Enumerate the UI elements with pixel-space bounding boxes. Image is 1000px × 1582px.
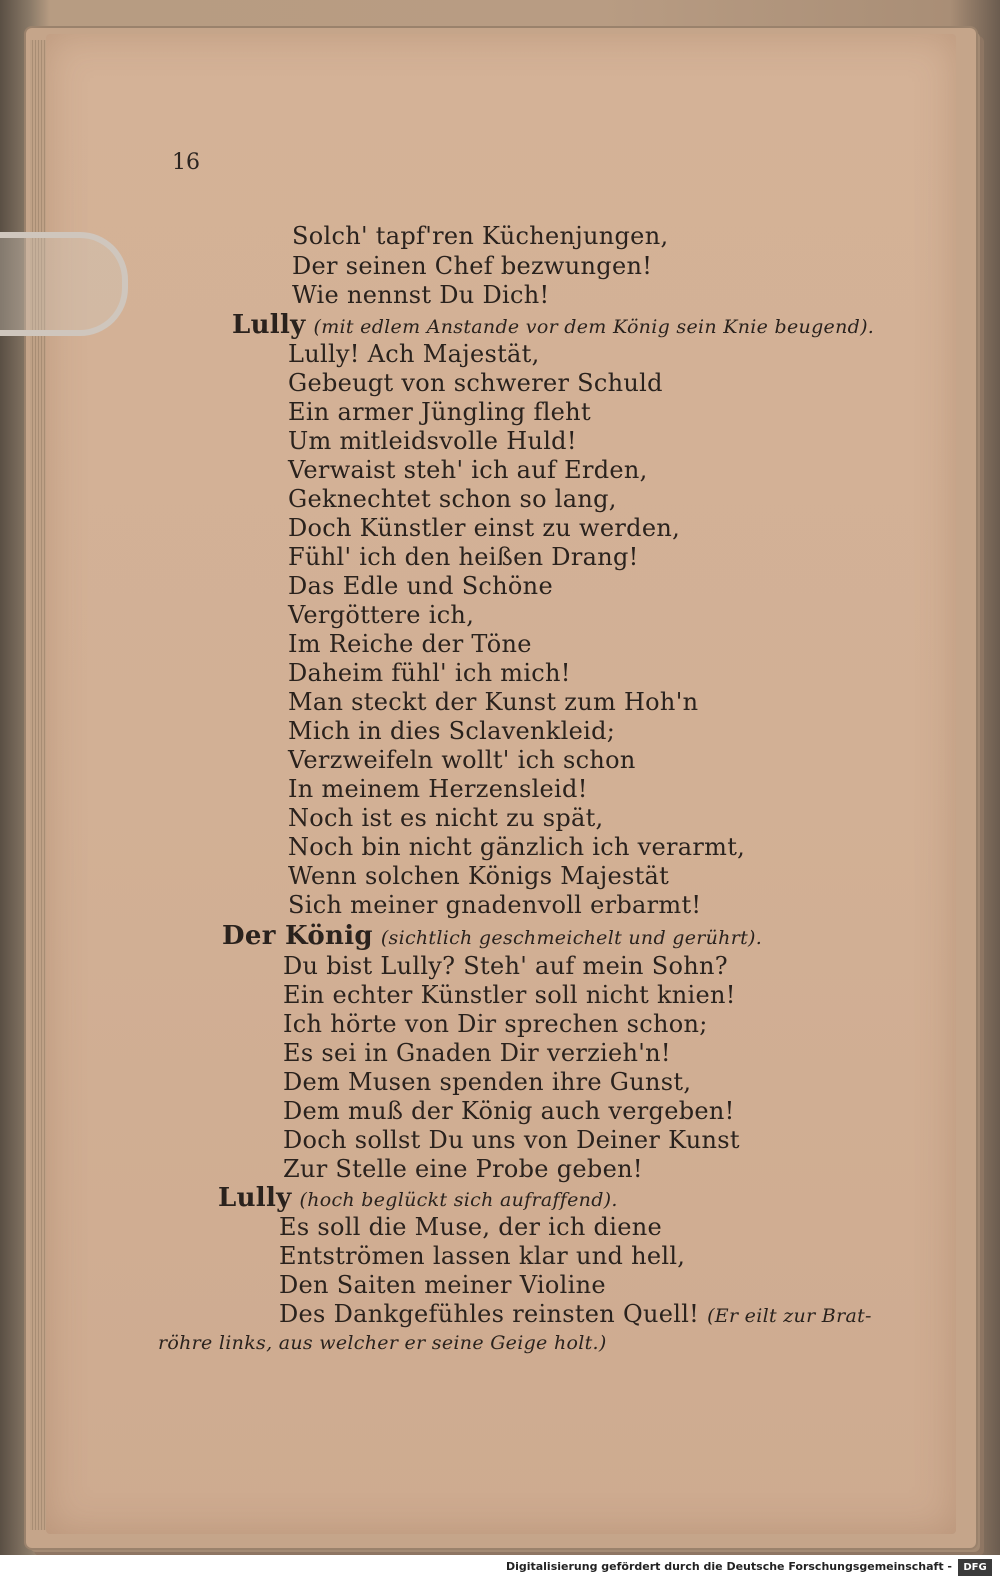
speaker-name: Lully [218,1183,292,1213]
verse-line: Verzweifeln wollt' ich schon [288,746,636,774]
digitization-footer [0,1555,1000,1582]
verse-line: Der seinen Chef bezwungen! [292,252,653,280]
verse-line: Noch bin nicht gänzlich ich verarmt, [288,833,746,861]
footer-credit: Digitalisierung gefördert durch die Deutsche Forschungsgemeinschaft - [505,1560,952,1573]
verse-line: Du bist Lully? Steh' auf mein Sohn? [283,952,728,980]
verse-line: Noch ist es nicht zu spät, [288,804,604,832]
verse-line: Dem muß der König auch vergeben! [283,1097,735,1125]
verse-line: Doch Künstler einst zu werden, [288,514,681,542]
verse-line: Den Saiten meiner Violine [279,1271,606,1299]
verse-line: Es sei in Gnaden Dir verzieh'n! [283,1039,671,1067]
verse-line: Vergöttere ich, [288,601,475,629]
verse-line: Fühl' ich den heißen Drang! [288,543,639,571]
verse-line: Lully! Ach Majestät, [288,340,540,368]
verse-line: Geknechtet schon so lang, [288,485,617,513]
stage-direction-line: röhre links, aus welcher er seine Geige holt.) [158,1332,607,1354]
verse-line: Ein echter Künstler soll nicht knien! [283,981,736,1009]
verse-line: Im Reiche der Töne [288,630,532,658]
speaker-name: Lully [232,310,306,340]
speaker-line [232,311,874,341]
verse-line: Ich hörte von Dir sprechen schon; [283,1010,708,1038]
stage-direction: (sichtlich geschmeichelt und gerührt). [380,927,763,949]
verse-line: Gebeugt von schwerer Schuld [288,369,663,397]
verse-line: Wenn solchen Königs Majestät [288,862,670,890]
verse-line: Ein armer Jüngling fleht [288,398,591,426]
verse-line: Es soll die Muse, der ich diene [279,1213,662,1241]
stage-direction: (hoch beglückt sich aufraffend). [299,1189,618,1211]
verse-line: Um mitleidsvolle Huld! [288,427,577,455]
verse-text: Des Dankgefühles reinsten Quell! [279,1300,700,1328]
verse-line [279,1300,872,1330]
verse-line: Zur Stelle eine Probe geben! [283,1155,643,1183]
speaker-line [218,1184,618,1214]
verse-line: Solch' tapf'ren Küchenjungen, [292,222,669,250]
stage-direction: (Er eilt zur Brat- [707,1305,872,1327]
verse-line: Das Edle und Schöne [288,572,553,600]
verse-line: Sich meiner gnadenvoll erbarmt! [288,891,702,919]
verse-line: Wie nennst Du Dich! [292,281,550,309]
stage-direction: (mit edlem Anstande vor dem König sein Knie beugend). [313,316,875,338]
dfg-logo: DFG [958,1559,992,1576]
verse-line: Entströmen lassen klar und hell, [279,1242,686,1270]
verse-line: In meinem Herzensleid! [288,775,588,803]
verse-line: Man steckt der Kunst zum Hoh'n [288,688,699,716]
verse-line: Doch sollst Du uns von Deiner Kunst [283,1126,740,1154]
page-number: 16 [172,150,200,175]
verse-line: Dem Musen spenden ihre Gunst, [283,1068,692,1096]
verse-line: Verwaist steh' ich auf Erden, [288,456,648,484]
verse-line: Mich in dies Sclavenkleid; [288,717,616,745]
verse-line: Daheim fühl' ich mich! [288,659,571,687]
speaker-line [222,922,762,952]
speaker-name: Der König [222,921,373,951]
